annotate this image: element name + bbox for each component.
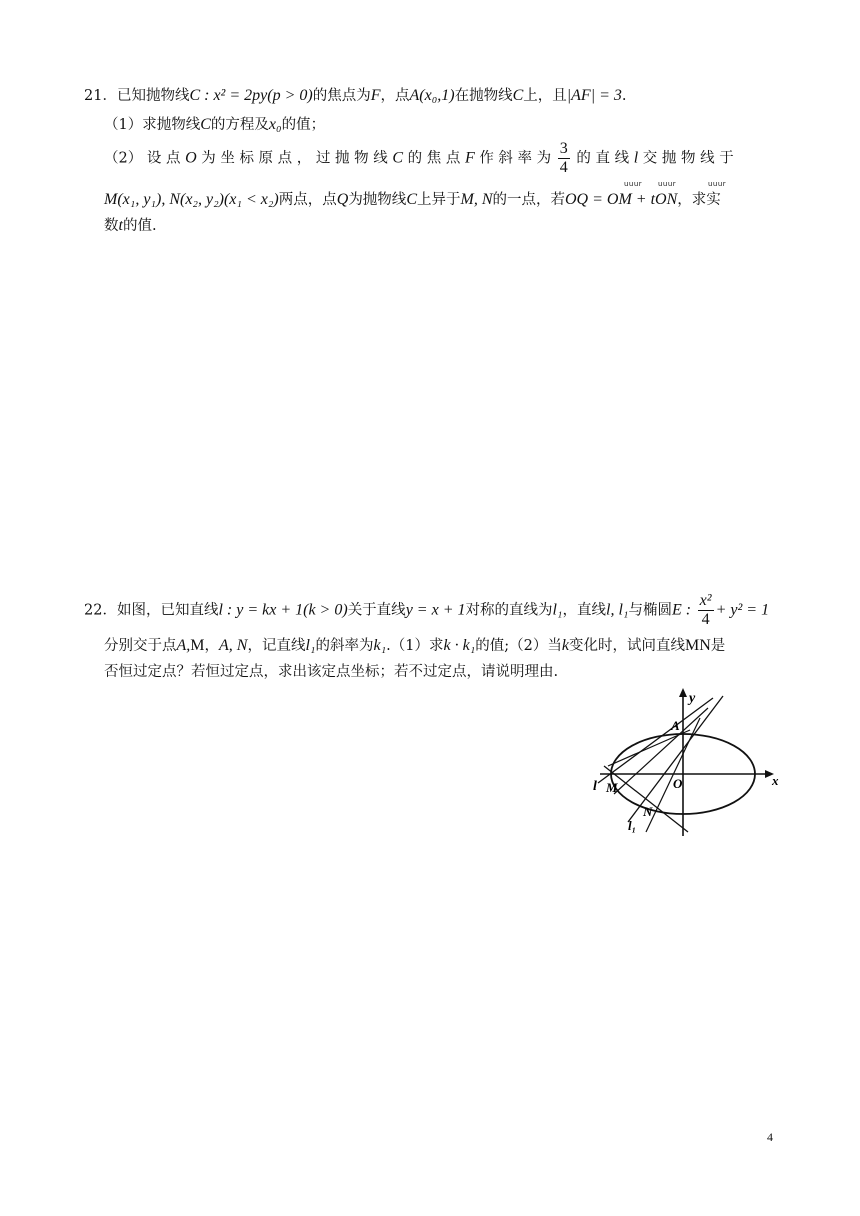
q22-math: A, <box>176 637 191 654</box>
q22-text: 分别交于点 <box>104 638 177 654</box>
q22-text: ， <box>204 638 220 654</box>
q22-text: 如图，已知直线 <box>116 602 219 619</box>
q22-text: 的斜率为 <box>315 638 374 654</box>
q21-math: |AF| = 3 <box>566 87 622 104</box>
label-l: l <box>593 779 597 794</box>
q22-line3 <box>104 662 558 682</box>
q21-math: O <box>185 149 197 167</box>
q21-text: 数 <box>104 218 119 234</box>
q22-text: 是 <box>710 638 726 654</box>
q21-part2-line3 <box>104 216 157 236</box>
ellipse-figure <box>588 688 788 838</box>
q22-math: l : y = kx + 1(k > 0) <box>218 601 348 619</box>
q21-math: C <box>512 87 524 104</box>
q22-math: l₁ <box>305 637 316 654</box>
q22-text: ，记直线 <box>247 638 306 654</box>
q21-text: 上异于 <box>416 192 461 208</box>
label-O: O <box>673 776 683 791</box>
q21-math: OQ = OM + tON <box>564 191 678 208</box>
q21-text: 的 直 线 <box>576 150 630 167</box>
q21-part2-line2 <box>104 190 721 210</box>
q22-text: 与椭圆 <box>628 602 672 619</box>
q22-math: A, N <box>219 637 248 654</box>
q22-line1 <box>84 592 769 629</box>
q21-text: 为抛物线 <box>348 192 407 208</box>
label-N: N <box>643 804 653 819</box>
q22-math: k₁ <box>373 637 387 654</box>
q21-text: ，点 <box>380 88 410 104</box>
q21-part1 <box>104 115 325 135</box>
q21-text: 已知抛物线 <box>116 88 190 104</box>
line-through-A <box>608 730 690 766</box>
q21-number: 21． <box>84 88 117 104</box>
q21-math: A(x₀,1) <box>409 87 455 104</box>
fraction-numerator: x² <box>699 592 712 609</box>
q21-text: 两点，点 <box>278 192 337 208</box>
q21-math: l <box>633 149 639 167</box>
q22-math: l, l₁ <box>606 601 629 619</box>
q21-text: 作 斜 率 为 <box>479 150 552 167</box>
q21-math: C <box>200 116 211 133</box>
fraction-denominator: 4 <box>701 611 710 628</box>
q21-text: （2） 设 点 <box>104 150 181 167</box>
q21-line1 <box>84 86 627 106</box>
q21-text: 的值； <box>281 117 326 133</box>
q21-text: 的值. <box>122 218 157 234</box>
q21-math: C <box>406 191 417 208</box>
q22-text: 的值;（2）当 <box>475 638 562 654</box>
q22-math: y = x + 1 <box>405 601 466 619</box>
q21-text: 的焦点为 <box>312 88 371 104</box>
q21-text: ，求实 <box>677 192 721 208</box>
q21-text: . <box>621 88 627 104</box>
q21-text: 的一点，若 <box>492 192 565 208</box>
q22-text: 否恒过定点？若恒过定点，求出该定点坐标；若不过定点，请说明理由. <box>104 664 559 680</box>
q21-text: （1）求抛物线 <box>104 117 201 133</box>
line-l <box>598 698 713 783</box>
q21-text: 的 焦 点 <box>407 150 461 167</box>
label-M: M <box>606 780 618 795</box>
q22-math: k <box>561 637 569 654</box>
vector-mark: uuur <box>658 180 677 188</box>
q21-math: F <box>370 87 381 104</box>
q22-text: 关于直线 <box>347 602 406 619</box>
page-number: 4 <box>767 1130 773 1144</box>
q21-math: x₀ <box>268 116 282 133</box>
q21-part2-line1 <box>104 140 734 177</box>
q21-math: Q <box>336 191 349 208</box>
q22-line2 <box>104 636 725 656</box>
q21-text: 上，且 <box>523 88 567 104</box>
label-A: A <box>671 718 680 733</box>
q21-math: C : x² = 2py(p > 0) <box>189 87 313 104</box>
q22-math: k · k₁ <box>443 637 476 654</box>
line-through-A <box>614 708 708 794</box>
vector-mark: uuur <box>624 180 643 188</box>
fraction-denominator: 4 <box>559 159 568 176</box>
q22-text: ，直线 <box>562 602 606 619</box>
slope-fraction <box>558 140 570 177</box>
y-axis-arrow <box>679 688 687 697</box>
q21-text: 为 坐 标 原 点 ， 过 抛 物 线 <box>201 150 388 167</box>
q21-math: F <box>464 149 475 167</box>
q21-math: M(x₁, y₁), N(x₂, y₂)(x₁ < x₂) <box>104 191 279 208</box>
q22-text: .（1）求 <box>386 638 444 654</box>
ellipse-fraction <box>698 592 714 629</box>
q22-math: l₁ <box>552 601 563 619</box>
label-x: x <box>772 773 779 788</box>
q21-math: C <box>392 149 403 167</box>
q22-text: 变化时，试问直线 <box>569 638 685 654</box>
fraction-numerator: 3 <box>559 140 568 157</box>
q21-math: t <box>118 217 123 234</box>
q22-text: 对称的直线为 <box>465 602 553 619</box>
label-y: y <box>689 691 696 706</box>
q22-math: + y² = 1 <box>715 601 770 619</box>
q21-text: 的方程及 <box>210 117 269 133</box>
q22-math: M <box>190 637 205 654</box>
q21-math: M, N <box>460 191 493 208</box>
q21-text: 交 抛 物 线 于 <box>642 150 734 167</box>
q22-number: 22． <box>84 602 117 619</box>
label-l1: l₁ <box>628 818 637 833</box>
q21-text: 在抛物线 <box>454 88 513 104</box>
vector-mark: uuur <box>708 180 727 188</box>
q22-math: E : <box>671 601 692 619</box>
q22-math: MN <box>685 637 711 654</box>
